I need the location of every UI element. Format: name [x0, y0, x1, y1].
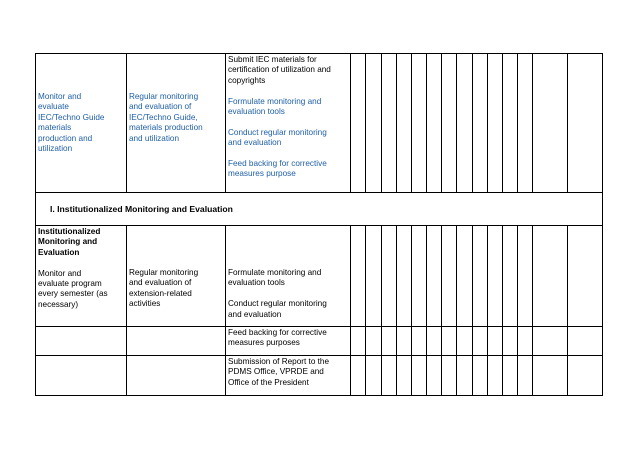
schedule-cell	[381, 356, 396, 396]
schedule-cell	[411, 226, 426, 327]
schedule-cell	[381, 54, 396, 193]
objective-cell	[36, 327, 127, 356]
schedule-cell	[457, 54, 472, 193]
strategy-cell	[126, 327, 225, 356]
activity-cell	[226, 356, 351, 396]
text-line: Monitor and	[38, 92, 82, 101]
schedule-cell	[411, 327, 426, 356]
text-line: utilization	[38, 144, 73, 154]
table-row	[36, 327, 603, 356]
text-line: Monitoring and	[38, 237, 98, 247]
text-line: and utilization	[128, 133, 180, 143]
schedule-cell	[472, 356, 487, 396]
schedule-cell	[518, 226, 533, 327]
schedule-cell	[351, 226, 366, 327]
text-line: Conduct regular monitoring	[228, 127, 327, 137]
schedule-cell	[351, 356, 366, 396]
schedule-cell	[366, 54, 381, 193]
budget-cell	[533, 226, 567, 327]
text-line: Formulate monitoring and	[228, 96, 322, 106]
text-line: PDMS Office, VPRDE and	[228, 367, 324, 377]
schedule-cell	[411, 54, 426, 193]
text-line: Office of the President	[228, 377, 309, 387]
text-line: evaluation tools	[228, 278, 285, 288]
schedule-cell	[366, 327, 381, 356]
text-line: and evaluation	[228, 138, 282, 148]
schedule-cell	[457, 327, 472, 356]
schedule-cell	[381, 226, 396, 327]
schedule-cell	[351, 54, 366, 193]
text-line: evaluation tools	[228, 107, 285, 117]
text-line: Submission of Report to the	[228, 357, 330, 366]
text-line: Regular monitoring	[128, 268, 199, 277]
schedule-cell	[442, 327, 457, 356]
text-line: and evaluation of	[128, 102, 192, 112]
budget-cell	[533, 54, 567, 193]
text-line: and evaluation	[228, 309, 282, 319]
text-line: copyrights	[228, 75, 266, 85]
schedule-cell	[502, 327, 517, 356]
section-title: I. Institutionalized Monitoring and Evaluation	[36, 193, 603, 226]
schedule-cell	[396, 226, 411, 327]
schedule-cell	[396, 327, 411, 356]
remarks-cell	[567, 327, 602, 356]
schedule-cell	[427, 327, 442, 356]
text-line: IEC/Techno Guide	[38, 112, 105, 122]
text-line: Regular monitoring	[128, 92, 199, 101]
activity-cell	[226, 226, 351, 327]
objective-cell	[36, 356, 127, 396]
schedule-cell	[396, 356, 411, 396]
table-row	[36, 226, 603, 327]
schedule-cell	[487, 356, 502, 396]
strategy-cell	[126, 226, 225, 327]
text-line: necessary)	[38, 299, 79, 309]
text-line: every semester (as	[38, 289, 108, 299]
schedule-cell	[487, 226, 502, 327]
text-line: and evaluation of	[128, 278, 192, 288]
text-line: IEC/Techno Guide,	[128, 112, 198, 122]
schedule-cell	[442, 356, 457, 396]
text-line: measures purpose	[228, 169, 296, 179]
schedule-cell	[518, 327, 533, 356]
text-line: Conduct regular monitoring	[228, 299, 327, 309]
schedule-cell	[487, 327, 502, 356]
text-line: production and	[38, 133, 93, 143]
objective-cell	[36, 226, 127, 327]
schedule-cell	[442, 54, 457, 193]
schedule-cell	[427, 54, 442, 193]
monitoring-table	[35, 53, 603, 396]
schedule-cell	[351, 327, 366, 356]
schedule-cell	[502, 356, 517, 396]
schedule-cell	[411, 356, 426, 396]
schedule-cell	[472, 327, 487, 356]
remarks-cell	[567, 54, 602, 193]
schedule-cell	[442, 226, 457, 327]
text-line: Monitor and	[38, 268, 82, 278]
text-line: Submit IEC materials for	[228, 55, 317, 64]
text-line: certification of utilization and	[228, 65, 331, 75]
schedule-cell	[366, 356, 381, 396]
text-line: Feed backing for corrective	[228, 159, 327, 169]
remarks-cell	[567, 226, 602, 327]
schedule-cell	[457, 356, 472, 396]
schedule-cell	[366, 226, 381, 327]
strategy-cell	[126, 54, 225, 193]
text-line: Feed backing for corrective	[228, 328, 327, 337]
text-line: extension-related	[128, 288, 192, 298]
table-row	[36, 54, 603, 193]
schedule-cell	[518, 54, 533, 193]
budget-cell	[533, 356, 567, 396]
section-row	[36, 193, 603, 226]
schedule-cell	[472, 226, 487, 327]
objective-cell	[36, 54, 127, 193]
text-line: activities	[128, 299, 161, 309]
text-line: evaluate	[38, 102, 69, 112]
activity-cell	[226, 54, 351, 193]
text-line: materials production	[128, 123, 203, 133]
text-line: Formulate monitoring and	[228, 268, 322, 277]
schedule-cell	[381, 327, 396, 356]
schedule-cell	[518, 356, 533, 396]
schedule-cell	[487, 54, 502, 193]
schedule-cell	[396, 54, 411, 193]
table-row	[36, 356, 603, 396]
text-line: Evaluation	[38, 247, 80, 257]
remarks-cell	[567, 356, 602, 396]
schedule-cell	[427, 356, 442, 396]
schedule-cell	[457, 226, 472, 327]
schedule-cell	[502, 226, 517, 327]
text-line: evaluate program	[38, 279, 102, 289]
text-line: Institutionalized	[38, 227, 101, 236]
budget-cell	[533, 327, 567, 356]
text-line: materials	[38, 123, 72, 133]
strategy-cell	[126, 356, 225, 396]
activity-cell	[226, 327, 351, 356]
schedule-cell	[427, 226, 442, 327]
schedule-cell	[502, 54, 517, 193]
schedule-cell	[472, 54, 487, 193]
text-line: measures purposes	[228, 338, 300, 348]
